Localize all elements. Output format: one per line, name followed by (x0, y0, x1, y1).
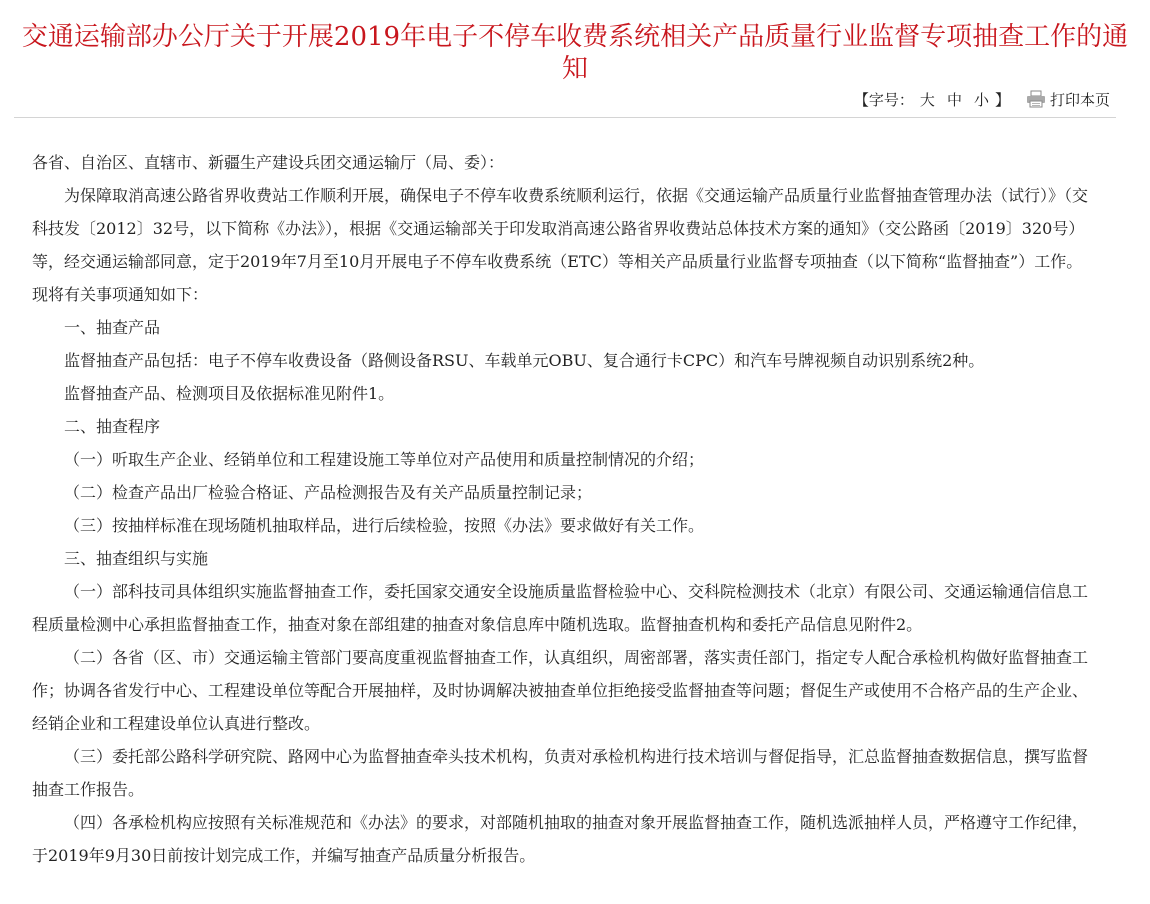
print-page-link[interactable]: 打印本页 (1049, 90, 1110, 109)
paragraph: （一）部科技司具体组织实施监督抽查工作，委托国家交通安全设施质量监督检验中心、交科院检测技术（北京）有限公司、交通运输通信信息工程质量检测中心承担监督抽查工作，抽查对象在部组建的抽查对象信息库中随机选取。监督抽查机构和委托产品信息见附件2。 (32, 582, 1089, 634)
printer-icon[interactable] (1026, 90, 1046, 108)
font-size-medium-link[interactable]: 中 (946, 90, 962, 109)
article-toolbar (854, 88, 1110, 110)
paragraph: （四）各承检机构应按照有关标准规范和《办法》的要求，对部随机抽取的抽查对象开展监督抽查工作，随机选派抽样人员，严格遵守工作纪律，于2019年9月30日前按计划完成工作，并编写抽查产品质量分析报告。 (32, 813, 1089, 865)
paragraph: （三）按抽样标准在现场随机抽取样品，进行后续检验，按照《办法》要求做好有关工作。 (64, 516, 705, 535)
paragraph: （一）听取生产企业、经销单位和工程建设施工等单位对产品使用和质量控制情况的介绍； (64, 450, 705, 469)
font-size-close-bracket: 】 (994, 90, 1010, 109)
salutation: 各省、自治区、直辖市、新疆生产建设兵团交通运输厅（局、委）： (32, 153, 505, 172)
font-size-large-link[interactable]: 大 (919, 90, 935, 109)
section-heading-3: 三、抽查组织与实施 (64, 549, 209, 568)
paragraph: （三）委托部公路科学研究院、路网中心为监督抽查牵头技术机构，负责对承检机构进行技术培训与督促指导，汇总监督抽查数据信息，撰写监督抽查工作报告。 (32, 747, 1089, 799)
page-title: 交通运输部办公厅关于开展2019年电子不停车收费系统相关产品质量行业监督专项抽查工作的通知 (21, 22, 1129, 85)
paragraph: 监督抽查产品、检测项目及依据标准见附件1。 (64, 384, 395, 403)
paragraph: （二）检查产品出厂检验合格证、产品检测报告及有关产品质量控制记录； (64, 483, 593, 502)
paragraph: （二）各省（区、市）交通运输主管部门要高度重视监督抽查工作，认真组织，周密部署，落实责任部门，指定专人配合承检机构做好监督抽查工作；协调各省发行中心、工程建设单位等配合开展抽样，及时协调解决被抽查单位拒绝接受监督抽查等问题；督促生产或使用不合格产品的生产企业、经销企业和工程建设单位认真进行整改。 (32, 648, 1089, 733)
header-divider (14, 117, 1116, 118)
section-heading-2: 二、抽查程序 (64, 417, 161, 436)
paragraph: 监督抽查产品包括：电子不停车收费设备（路侧设备RSU、车载单元OBU、复合通行卡CPC）和汽车号牌视频自动识别系统2种。 (64, 351, 985, 370)
font-size-small-link[interactable]: 小 (973, 90, 989, 109)
section-heading-1: 一、抽查产品 (64, 318, 161, 337)
paragraph-intro: 为保障取消高速公路省界收费站工作顺利开展，确保电子不停车收费系统顺利运行，依据《交通运输产品质量行业监督抽查管理办法（试行）》（交科技发〔2012〕32号，以下简称《办法》），根据《交通运输部关于印发取消高速公路省界收费站总体技术方案的通知》（交公路函〔2019〕320号）等，经交通运输部同意，定于2019年7月至10月开展电子不停车收费系统（ETC）等相关产品质量行业监督专项抽查（以下简称“监督抽查”）工作。现将有关事项通知如下： (32, 186, 1089, 304)
font-size-label: 【字号： (853, 90, 914, 109)
article-body (32, 146, 1092, 872)
